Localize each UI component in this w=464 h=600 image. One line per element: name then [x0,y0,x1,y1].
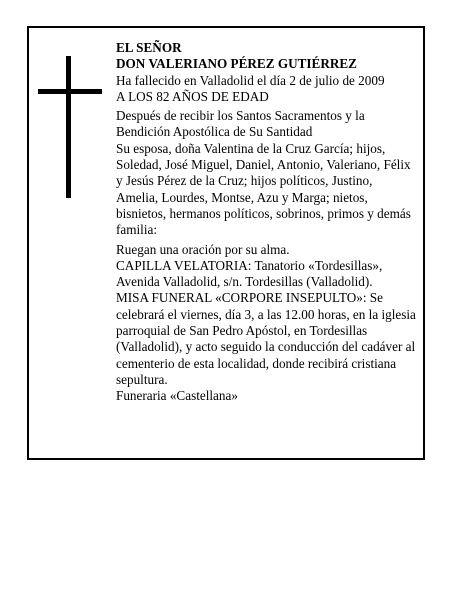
notice-text [116,40,416,405]
deceased-name: DON VALERIANO PÉREZ GUTIÉRREZ [116,56,357,72]
funeral-home: Funeraria «Castellana» [116,388,238,404]
age-statement: A LOS 82 AÑOS DE EDAD [116,88,269,104]
prayer-request: Ruegan una oración por su alma. [116,241,290,257]
death-statement: Ha fallecido en Valladolid el día 2 de julio de 2009 [116,72,385,88]
sacraments-statement: Después de recibir los Santos Sacramentos y la Bendición Apostólica de Su Santidad [116,108,365,140]
family-statement: Su esposa, doña Valentina de la Cruz García; hijos, Soledad, José Miguel, Daniel, Antonio, Valeriano, Félix y Jesús Pérez de la Cruz; hijos políticos, Justino, Amelia, Lourdes, Montse, Azu y Marga; nietos, bisnietos, hermanos políticos, sobrinos, primos y demás familia: [116,140,411,238]
chapel-info: CAPILLA VELATORIA: Tanatorio «Tordesillas», Avenida Valladolid, s/n. Tordesillas (Valladolid). [116,257,383,290]
cross-icon [38,56,102,198]
cross-vertical-bar [66,56,71,198]
mass-info: MISA FUNERAL «CORPORE INSEPULTO»: Se celebrará el viernes, día 3, a las 12.00 horas, en la iglesia parroquial de San Pedro Apóstol, en Tordesillas (Valladolid), y acto seguido la conducción del cadáver al cementerio de esta localidad, donde recibirá cristiana sepultura. [116,290,416,387]
obituary-notice [27,26,425,460]
notice-title: EL SEÑOR [116,40,182,55]
cross-horizontal-bar [38,89,102,94]
